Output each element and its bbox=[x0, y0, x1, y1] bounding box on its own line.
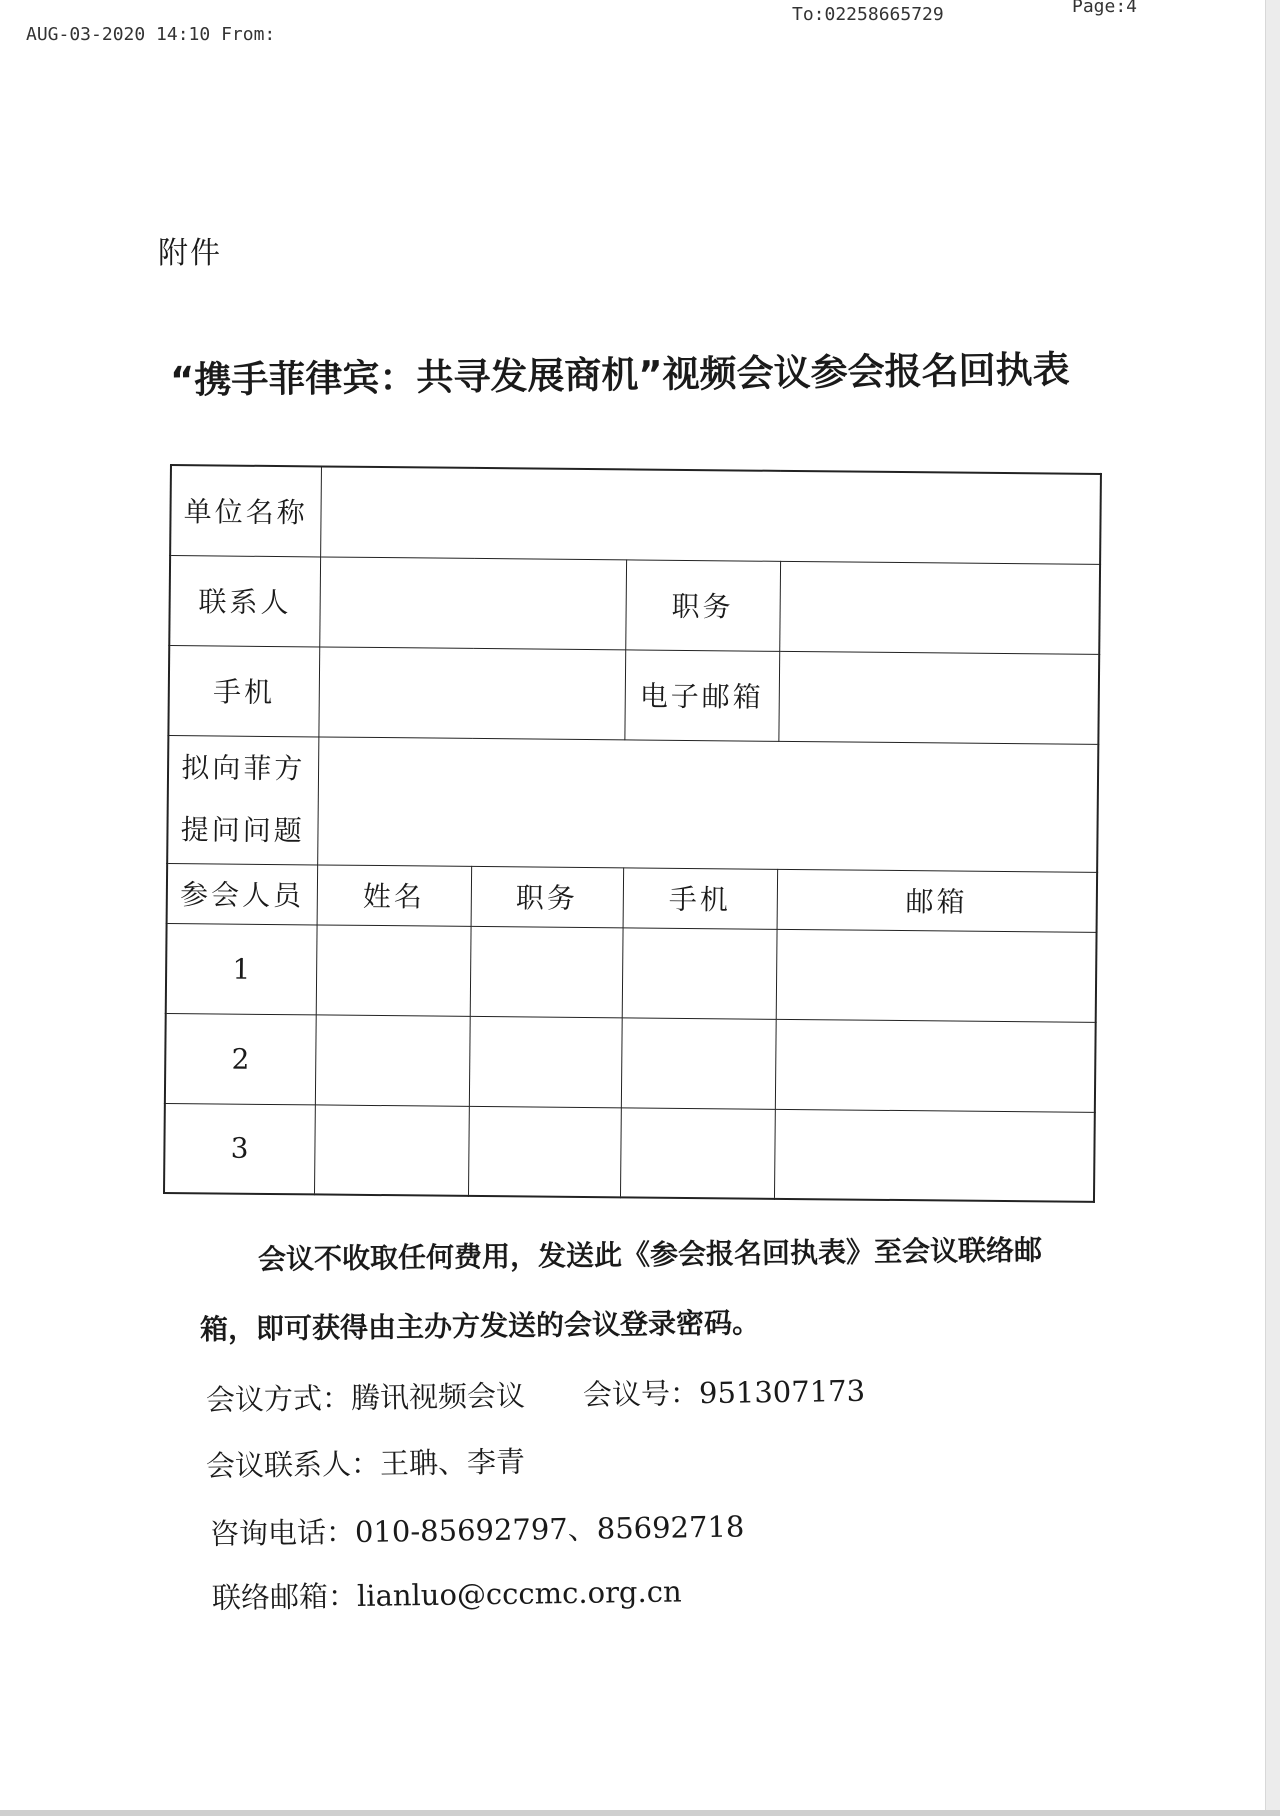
mobile-field[interactable] bbox=[318, 646, 625, 739]
question-label bbox=[167, 735, 318, 864]
question-label-line2: 提问问题 bbox=[180, 813, 305, 848]
attendee-position-field[interactable] bbox=[469, 1016, 622, 1107]
attendees-label: 参会人员 bbox=[167, 863, 318, 924]
row-contact bbox=[169, 555, 1100, 654]
attendee-position-field[interactable] bbox=[470, 926, 623, 1017]
row-mobile-email bbox=[168, 645, 1099, 744]
email-label: 电子邮箱 bbox=[624, 649, 779, 740]
attendee-email-field[interactable] bbox=[775, 1019, 1096, 1112]
document-title: “携手菲律宾：共寻发展商机”视频会议参会报名回执表 bbox=[169, 348, 1070, 402]
org-name-label: 单位名称 bbox=[170, 465, 321, 556]
attendee-mobile-field[interactable] bbox=[620, 1107, 775, 1198]
table-row bbox=[166, 923, 1097, 1022]
mobile-label: 手机 bbox=[168, 645, 319, 736]
row-questions bbox=[167, 735, 1098, 872]
contact-email: 联络邮箱：lianluo@cccmc.org.cn bbox=[211, 1574, 682, 1615]
attendee-mobile-field[interactable] bbox=[622, 927, 777, 1018]
attendee-name-field[interactable] bbox=[315, 1014, 470, 1105]
attachment-label: 附件 bbox=[158, 236, 222, 271]
attendee-email-field[interactable] bbox=[774, 1109, 1095, 1202]
table-row bbox=[165, 1013, 1096, 1112]
page-edge-bottom bbox=[0, 1810, 1280, 1816]
position-label: 职务 bbox=[625, 559, 780, 650]
question-field[interactable] bbox=[317, 736, 1098, 871]
fax-header-page: Page:4 bbox=[1072, 0, 1138, 17]
notice-line-2: 箱，即可获得由主办方发送的会议登录密码。 bbox=[199, 1306, 761, 1346]
col-mobile-header: 手机 bbox=[623, 867, 778, 928]
notice-line-1: 会议不收取任何费用，发送此《参会报名回执表》至会议联络邮 bbox=[257, 1233, 1043, 1276]
fax-header-sender: AUG-03-2020 14:10 From: bbox=[26, 24, 276, 45]
col-name-header: 姓名 bbox=[317, 864, 472, 925]
meeting-number: 会议号：951307173 bbox=[582, 1373, 866, 1412]
email-field[interactable] bbox=[778, 651, 1099, 744]
question-label-line1: 拟向菲方 bbox=[181, 751, 306, 786]
contact-field[interactable] bbox=[319, 556, 626, 649]
table-row bbox=[164, 1103, 1095, 1202]
meeting-contacts: 会议联系人：王聃、李青 bbox=[205, 1444, 526, 1483]
meeting-method-line bbox=[206, 1369, 866, 1419]
attendee-number: 1 bbox=[166, 923, 317, 1014]
page-edge-right bbox=[1265, 0, 1280, 1816]
attendee-name-field[interactable] bbox=[314, 1104, 469, 1195]
inquiry-phone: 咨询电话：010-85692797、85692718 bbox=[209, 1509, 745, 1551]
col-email-header: 邮箱 bbox=[777, 869, 1098, 932]
attendee-position-field[interactable] bbox=[468, 1106, 621, 1197]
registration-form bbox=[163, 464, 1100, 1203]
meeting-method: 会议方式：腾讯视频会议 bbox=[205, 1378, 526, 1417]
attendee-name-field[interactable] bbox=[316, 924, 471, 1015]
attendee-number: 2 bbox=[165, 1013, 316, 1104]
row-attendee-header bbox=[167, 863, 1098, 932]
attendee-email-field[interactable] bbox=[776, 929, 1097, 1022]
fax-header-recipient: To:02258665729 bbox=[792, 4, 944, 25]
contact-label: 联系人 bbox=[169, 555, 320, 646]
registration-table bbox=[163, 464, 1102, 1203]
attendee-number: 3 bbox=[164, 1103, 315, 1194]
org-name-field[interactable] bbox=[320, 466, 1101, 563]
row-organization bbox=[170, 465, 1101, 564]
position-field[interactable] bbox=[779, 561, 1100, 654]
attendee-mobile-field[interactable] bbox=[621, 1017, 776, 1108]
col-position-header: 职务 bbox=[471, 866, 624, 927]
